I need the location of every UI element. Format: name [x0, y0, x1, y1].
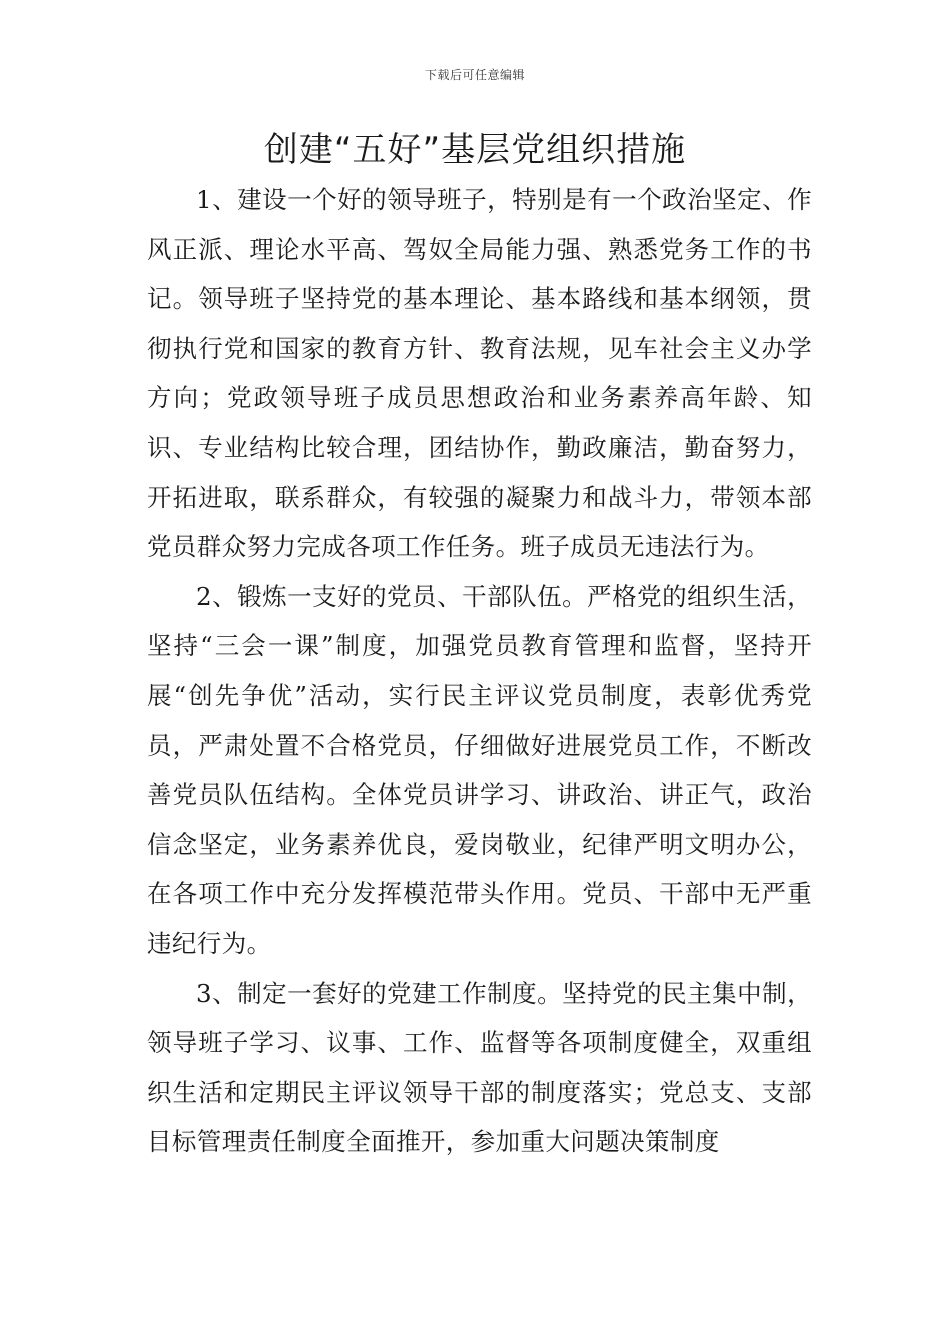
paragraph-1: 1、建设一个好的领导班子，特别是有一个政治坚定、作风正派、理论水平高、驾奴全局能力强、熟悉党务工作的书记。领导班子坚持党的基本理论、基本路线和基本纲领，贯彻执行党和国家的教育方针、教育法规，见车社会主义办学方向；党政领导班子成员思想政治和业务素养高年龄、知识、专业结构比较合理，团结协作，勤政廉洁，勤奋努力，开拓进取，联系群众，有较强的凝聚力和战斗力，带领本部党员群众努力完成各项工作任务。班子成员无违法行为。 — [147, 185, 812, 562]
header-note: 下载后可任意编辑 — [424, 68, 525, 82]
paragraph-3: 3、制定一套好的党建工作制度。坚持党的民主集中制，领导班子学习、议事、工作、监督等各项制度健全，双重组织生活和定期民主评议领导干部的制度落实；党总支、支部目标管理责任制度全面推开，参加重大问题决策制度 — [147, 978, 812, 1157]
document-body — [147, 175, 812, 1167]
document-title: 创建“五好”基层党组织措施 — [263, 130, 687, 170]
paragraph-2: 2、锻炼一支好的党员、干部队伍。严格党的组织生活，坚持“三会一课”制度，加强党员教育管理和监督，坚持开展“创先争优”活动，实行民主评议党员制度，表彰优秀党员，严肃处置不合格党员，仔细做好进展党员工作，不断改善党员队伍结构。全体党员讲学习、讲政治、讲正气，政治信念坚定，业务素养优良，爱岗敬业，纪律严明文明办公，在各项工作中充分发挥模范带头作用。党员、干部中无严重违纪行为。 — [147, 581, 812, 958]
